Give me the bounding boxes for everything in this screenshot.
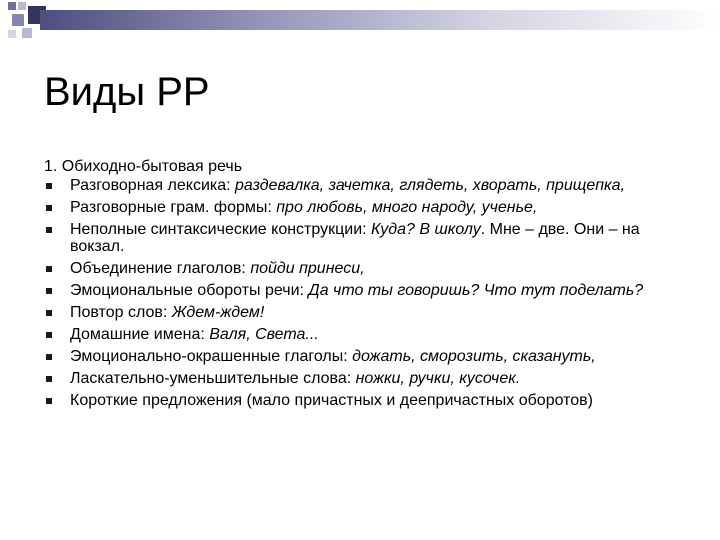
list-item: Повтор слов: Ждем-ждем!: [44, 304, 684, 321]
list-item: Разговорная лексика: раздевалка, зачетка, глядеть, хворать, прищепка,: [44, 177, 684, 194]
decoration-square: [22, 28, 32, 38]
list-item: Ласкательно-уменьшительные слова: ножки, ручки, кусочек.: [44, 370, 684, 387]
bullet-list: [44, 177, 684, 409]
decoration-square: [8, 30, 16, 38]
square-bullet-icon: [46, 227, 52, 233]
square-bullet-icon: [46, 354, 52, 360]
title-gradient-bar: [40, 10, 720, 30]
square-bullet-icon: [46, 376, 52, 382]
decoration-square: [8, 2, 16, 10]
square-bullet-icon: [46, 205, 52, 211]
list-item: Домашние имена: Валя, Света...: [44, 326, 684, 343]
square-bullet-icon: [46, 183, 52, 189]
square-bullet-icon: [46, 266, 52, 272]
square-bullet-icon: [46, 288, 52, 294]
list-item: Эмоциональные обороты речи: Да что ты говоришь? Что тут поделать?: [44, 282, 684, 299]
list-item: Разговорные грам. формы: про любовь, много народу, ученье,: [44, 199, 684, 216]
title-decoration: [0, 0, 720, 44]
list-item: Эмоционально-окрашенные глаголы: дожать, сморозить, сказануть,: [44, 348, 684, 365]
list-item: Неполные синтаксические конструкции: Куда? В школу. Мне – две. Они – на вокзал.: [44, 221, 684, 255]
square-bullet-icon: [46, 332, 52, 338]
section-heading: 1. Обиходно-бытовая речь: [44, 158, 243, 175]
list-item: Объединение глаголов: пойди принеси,: [44, 260, 684, 277]
slide-title: Виды РР: [44, 70, 210, 114]
decoration-square: [12, 14, 24, 26]
decoration-square: [18, 2, 26, 10]
slide-content: [44, 157, 684, 414]
list-item: Короткие предложения (мало причастных и деепричастных оборотов): [44, 392, 684, 409]
square-bullet-icon: [46, 398, 52, 404]
square-bullet-icon: [46, 310, 52, 316]
